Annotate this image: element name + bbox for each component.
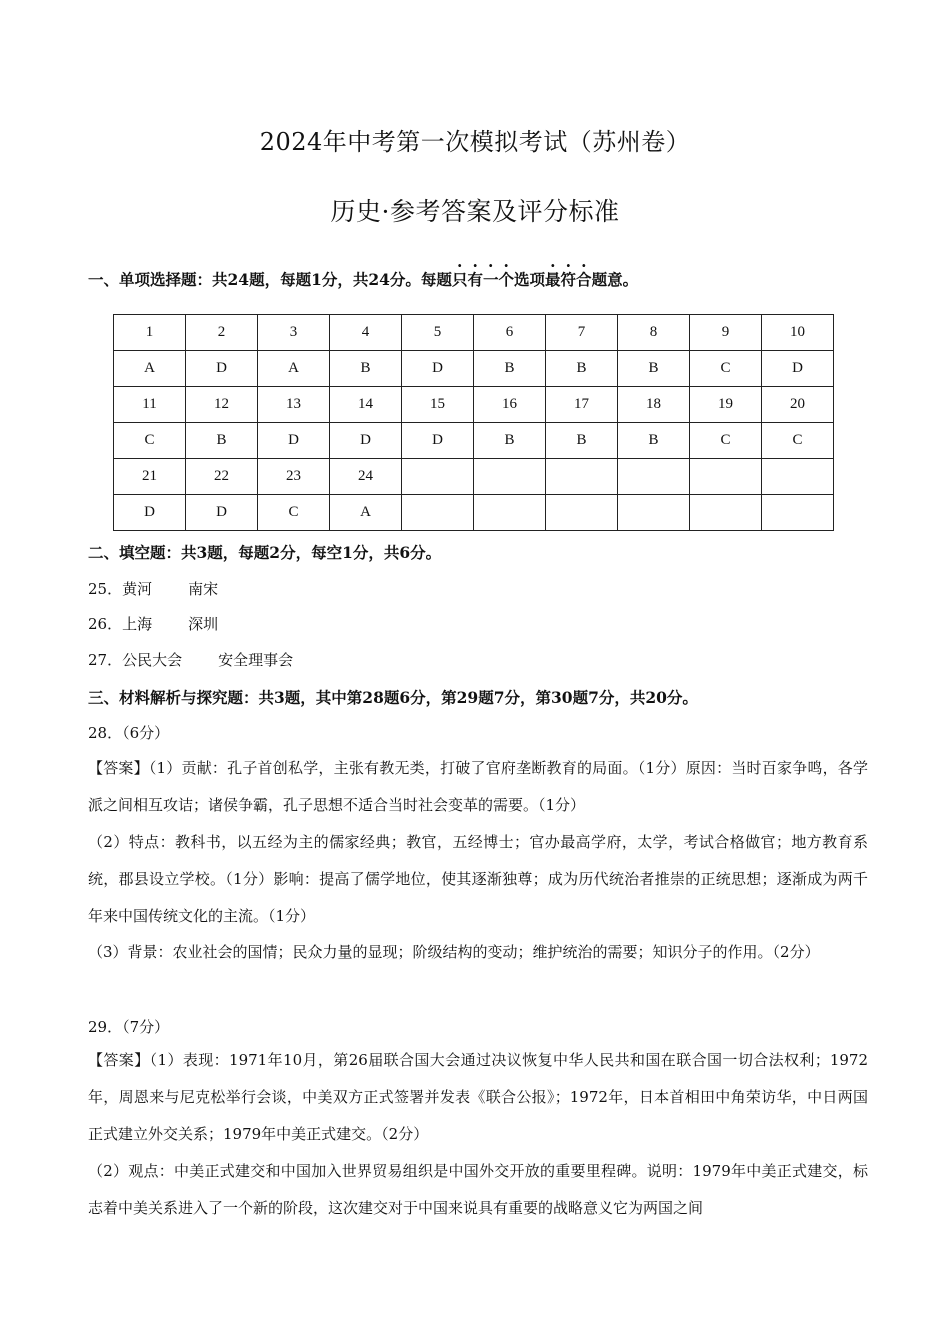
question-number-cell: 6 bbox=[474, 315, 546, 351]
answer-cell: C bbox=[690, 351, 762, 387]
answer-cell: B bbox=[618, 423, 690, 459]
question-number-cell: 8 bbox=[618, 315, 690, 351]
question-number-cell: 22 bbox=[186, 459, 258, 495]
question-number-cell: 3 bbox=[258, 315, 330, 351]
question-number-cell bbox=[690, 459, 762, 495]
answer-cell: C bbox=[762, 423, 834, 459]
question-number-cell: 1 bbox=[114, 315, 186, 351]
fill-answer-26 bbox=[88, 613, 218, 634]
answer-cell bbox=[618, 495, 690, 531]
answer-cell: D bbox=[330, 423, 402, 459]
answer-cell: B bbox=[474, 351, 546, 387]
fill-answer-27 bbox=[88, 649, 293, 670]
answer-cell: A bbox=[114, 351, 186, 387]
question-number-cell bbox=[474, 459, 546, 495]
question-number-cell: 19 bbox=[690, 387, 762, 423]
question-number-cell: 7 bbox=[546, 315, 618, 351]
answer-cell: D bbox=[186, 495, 258, 531]
fill-blank-a: 公民大会 bbox=[122, 651, 183, 669]
answer-table-row bbox=[114, 459, 834, 495]
question-number-cell bbox=[402, 459, 474, 495]
question-29-answer-part-1: 【答案】（1）表现：1971年10月，第26届联合国大会通过决议恢复中华人民共和国在联合国一切合法权利；1972年，周恩来与尼克松举行会谈，中美双方正式签署并发表《联合公报》；1972年，日本首相田中角荣访华，中日两国正式建立外交关系；1979年中美正式建交。（2分） bbox=[88, 1051, 868, 1143]
answer-cell: C bbox=[258, 495, 330, 531]
answer-table-row bbox=[114, 387, 834, 423]
answer-cell: B bbox=[618, 351, 690, 387]
answer-cell: D bbox=[186, 351, 258, 387]
question-number-cell: 12 bbox=[186, 387, 258, 423]
question-28-answer-part-1: 【答案】（1）贡献：孔子首创私学，主张有教无类，打破了官府垄断教育的局面。（1分）原因：当时百家争鸣，各学派之间相互攻诘；诸侯争霸，孔子思想不适合当时社会变革的需要。（1分） bbox=[88, 759, 868, 814]
fill-number: 26． bbox=[88, 615, 123, 633]
question-29-answer-part-2: （2）观点：中美正式建交和中国加入世界贸易组织是中国外交开放的重要里程碑。说明：1979年中美正式建交，标志着中美关系进入了一个新的阶段，这次建交对于中国来说具有重要的战略意义它为两国之间 bbox=[88, 1162, 868, 1217]
answer-cell: B bbox=[330, 351, 402, 387]
section-1-text-b: 选项 bbox=[514, 270, 546, 289]
question-number-cell: 11 bbox=[114, 387, 186, 423]
question-number-cell: 18 bbox=[618, 387, 690, 423]
fill-answer-25 bbox=[88, 578, 218, 599]
question-number-cell: 24 bbox=[330, 459, 402, 495]
section-1-emphasis-2: 最符合 bbox=[545, 270, 592, 289]
answer-cell: A bbox=[330, 495, 402, 531]
answer-cell: D bbox=[114, 495, 186, 531]
answer-cell: B bbox=[186, 423, 258, 459]
fill-blank-a: 上海 bbox=[122, 615, 153, 633]
fill-blank-b: 安全理事会 bbox=[218, 651, 294, 669]
question-number-cell: 20 bbox=[762, 387, 834, 423]
fill-blank-b: 深圳 bbox=[188, 615, 219, 633]
answer-table-row bbox=[114, 315, 834, 351]
section-1-text-a: 一、单项选择题：共24题，每题1分，共24分。每题 bbox=[88, 270, 452, 289]
question-number-cell: 10 bbox=[762, 315, 834, 351]
question-28-answer-part-2: （2）特点：教科书，以五经为主的儒家经典；教官，五经博士；官办最高学府，太学，考试合格做官；地方教育系统，郡县设立学校。（1分）影响：提高了儒学地位，使其逐渐独尊；成为历代统治者推崇的正统思想；逐渐成为两千年来中国传统文化的主流。（1分） bbox=[88, 833, 868, 925]
question-number-cell: 17 bbox=[546, 387, 618, 423]
answer-cell: C bbox=[690, 423, 762, 459]
answer-cell: B bbox=[546, 351, 618, 387]
section-1-text-c: 题意。 bbox=[591, 270, 639, 289]
section-3-heading: 三、材料解析与探究题：共3题，其中第28题6分，第29题7分，第30题7分，共20分。 bbox=[88, 688, 698, 707]
question-number-cell bbox=[546, 459, 618, 495]
answer-cell bbox=[762, 495, 834, 531]
answer-cell: D bbox=[402, 351, 474, 387]
question-number-cell: 15 bbox=[402, 387, 474, 423]
question-29-header: 29．（7分） bbox=[88, 1018, 170, 1036]
answer-table-row bbox=[114, 495, 834, 531]
question-number-cell: 9 bbox=[690, 315, 762, 351]
document-subtitle: 历史·参考答案及评分标准 bbox=[330, 197, 620, 226]
answer-cell: C bbox=[114, 423, 186, 459]
question-number-cell: 16 bbox=[474, 387, 546, 423]
answer-table-row bbox=[114, 423, 834, 459]
answer-cell bbox=[402, 495, 474, 531]
answer-cell: A bbox=[258, 351, 330, 387]
section-2-heading: 二、填空题：共3题，每题2分，每空1分，共6分。 bbox=[88, 543, 442, 562]
question-number-cell: 4 bbox=[330, 315, 402, 351]
section-1-emphasis-1: 只有一个 bbox=[451, 270, 514, 289]
question-number-cell bbox=[618, 459, 690, 495]
answer-cell: B bbox=[546, 423, 618, 459]
fill-number: 27． bbox=[88, 651, 123, 669]
answer-cell: B bbox=[474, 423, 546, 459]
fill-blank-a: 黄河 bbox=[122, 580, 153, 598]
question-number-cell: 23 bbox=[258, 459, 330, 495]
answer-cell bbox=[474, 495, 546, 531]
question-number-cell: 21 bbox=[114, 459, 186, 495]
document-title: 2024年中考第一次模拟考试（苏州卷） bbox=[259, 128, 691, 156]
section-1-heading bbox=[88, 268, 638, 290]
question-28-header: 28．（6分） bbox=[88, 724, 170, 742]
question-number-cell: 5 bbox=[402, 315, 474, 351]
answer-cell bbox=[690, 495, 762, 531]
question-28-answer-part-3: （3）背景：农业社会的国情；民众力量的显现；阶级结构的变动；维护统治的需要；知识分子的作用。（2分） bbox=[88, 943, 820, 961]
answer-table bbox=[113, 314, 834, 531]
answer-cell: D bbox=[258, 423, 330, 459]
question-number-cell: 2 bbox=[186, 315, 258, 351]
fill-number: 25． bbox=[88, 580, 123, 598]
question-number-cell: 13 bbox=[258, 387, 330, 423]
fill-blank-b: 南宋 bbox=[188, 580, 219, 598]
answer-table-row bbox=[114, 351, 834, 387]
question-number-cell: 14 bbox=[330, 387, 402, 423]
answer-cell bbox=[546, 495, 618, 531]
question-number-cell bbox=[762, 459, 834, 495]
answer-cell: D bbox=[402, 423, 474, 459]
answer-cell: D bbox=[762, 351, 834, 387]
